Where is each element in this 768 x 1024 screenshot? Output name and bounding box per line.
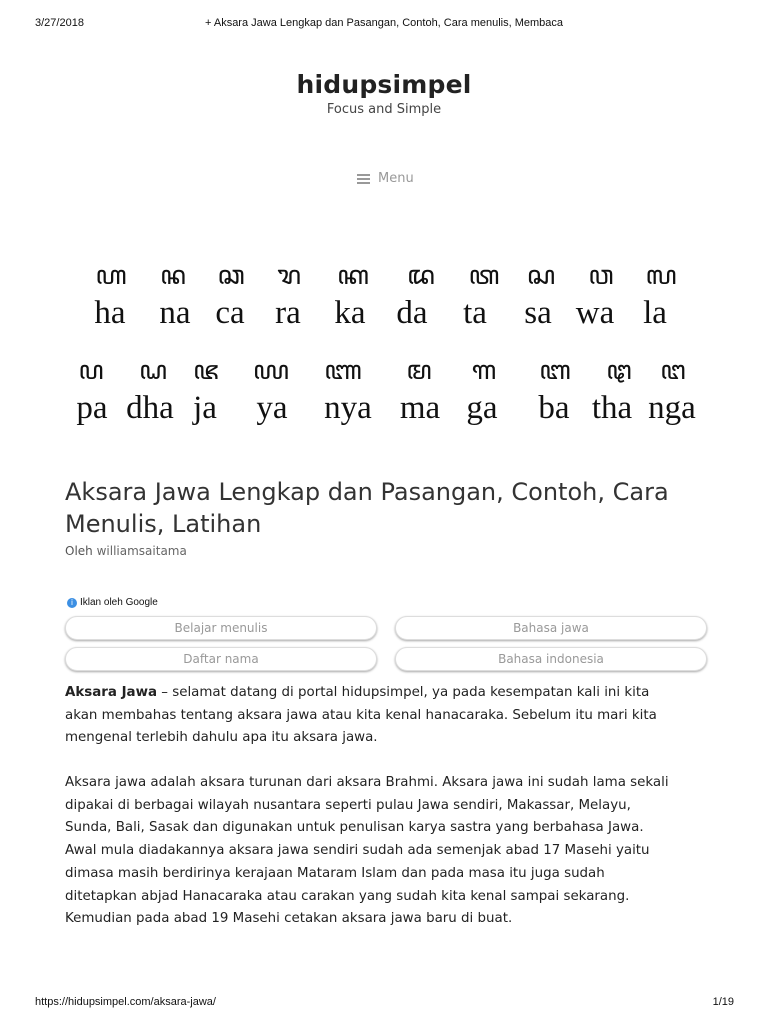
paragraph-line: Aksara jawa adalah aksara turunan dari aksara Brahmi. Aksara jawa ini sudah lama sekali (65, 775, 669, 790)
aksara-latin-label: ma (399, 390, 441, 426)
aksara-latin-label: ra (275, 295, 301, 331)
aksara-row-1 (60, 255, 720, 355)
aksara-latin-label: tha (591, 390, 633, 426)
aksara-latin-label: dha (126, 390, 174, 426)
paragraph-line: mengenal terlebih dahulu apa itu aksara jawa. (65, 730, 378, 746)
paragraph-line: ditetapkan abjad Hanacaraka atau carakan yang sudah kita kenal sampai sekarang. (65, 888, 630, 904)
aksara-latin-label: ha (94, 295, 126, 331)
ads-label-text: Iklan oleh Google (80, 597, 158, 608)
paragraph-line: dipakai di berbagai wilayah nusantara seperti pulau Jawa sendiri, Makassar, Melayu, (65, 797, 631, 813)
author-link[interactable]: williamsaitama (96, 544, 187, 558)
paragraph-line: akan membahas tentang aksara jawa atau kita kenal hanacaraka. Sebelum itu mari kita (65, 707, 657, 723)
ad-link-button[interactable]: Belajar menulis (65, 616, 377, 640)
aksara-glyph: ꦲ (95, 261, 125, 291)
menu-toggle-button[interactable] (357, 171, 414, 186)
aksara-glyph: ꦮ (588, 261, 612, 291)
aksara-latin-label: wa (575, 295, 615, 331)
aksara-glyph: ꦫ (277, 261, 299, 291)
aksara-latin-label: ga (466, 390, 498, 426)
aksara-latin-label: ta (463, 295, 487, 331)
aksara-glyph: ꦢ (407, 261, 433, 291)
aksara-glyph: ꦔ (660, 356, 684, 386)
aksara-jawa-featured-image (60, 255, 720, 455)
aksara-glyph: ꦕ (217, 261, 243, 291)
aksara-latin-label: pa (76, 390, 108, 426)
info-icon: i (67, 598, 77, 608)
aksara-glyph: ꦥ (78, 356, 102, 386)
paragraph-line: Kemudian pada abad 19 Masehi cetakan aksara jawa baru di buat. (65, 911, 513, 927)
aksara-jawa-bold: Aksara Jawa (65, 685, 158, 700)
aksara-latin-label: sa (524, 295, 552, 331)
menu-label: Menu (378, 171, 414, 186)
aksara-glyph: ꦗ (193, 356, 217, 386)
site-title[interactable]: hidupsimpel (296, 70, 472, 99)
aksara-latin-label: ka (334, 295, 366, 331)
aksara-latin-label: nya (324, 390, 372, 426)
aksara-glyph: ꦒ (471, 356, 495, 386)
paragraph-line (65, 682, 715, 705)
print-date: 3/27/2018 (35, 17, 84, 29)
aksara-glyph: ꦠ (468, 261, 498, 291)
byline-prefix: Oleh (65, 544, 93, 558)
aksara-latin-label: ja (193, 390, 217, 426)
aksara-row-2 (60, 350, 720, 450)
ad-link-button[interactable]: Bahasa indonesia (395, 647, 707, 671)
aksara-glyph: ꦪ (253, 356, 287, 386)
aksara-glyph: ꦤ (160, 261, 184, 291)
aksara-glyph: ꦱ (526, 261, 554, 291)
aksara-glyph: ꦩ (406, 356, 430, 386)
aksara-latin-label: la (643, 295, 667, 331)
aksara-glyph: ꦚ (324, 356, 360, 386)
aksara-latin-label: ba (538, 390, 570, 426)
aksara-latin-label: na (159, 295, 191, 331)
ad-link-button[interactable]: Bahasa jawa (395, 616, 707, 640)
aksara-glyph: ꦧ (539, 356, 569, 386)
paragraph-line-text: – selamat datang di portal hidupsimpel, ya pada kesempatan kali ini kita (157, 685, 650, 700)
content-paragraph-2 (65, 772, 715, 931)
aksara-glyph: ꦭ (645, 261, 675, 291)
aksara-glyph: ꦏ (337, 261, 367, 291)
ad-link-button[interactable]: Daftar nama (65, 647, 377, 671)
print-document-title: + Aksara Jawa Lengkap dan Pasangan, Contoh, Cara menulis, Membaca (204, 17, 564, 29)
aksara-glyph: ꦝ (139, 356, 165, 386)
byline (65, 544, 187, 558)
paragraph-line: Sunda, Bali, Sasak dan digunakan untuk penulisan karya sastra yang berbahasa Jawa. (65, 820, 644, 836)
ads-label[interactable] (67, 597, 158, 608)
aksara-latin-label: ca (215, 295, 245, 331)
aksara-latin-label: nga (648, 390, 696, 426)
print-page-number: 1/19 (712, 996, 734, 1008)
aksara-glyph: ꦛ (606, 356, 630, 386)
aksara-latin-label: ya (256, 390, 288, 426)
paragraph-line: Awal mula diadakannya aksara jawa sendiri sudah ada semenjak abad 17 Masehi yaitu (65, 843, 650, 859)
aksara-latin-label: da (396, 295, 428, 331)
post-title: Aksara Jawa Lengkap dan Pasangan, Contoh, Cara Menulis, Latihan (65, 478, 669, 538)
content-paragraph-1 (65, 682, 715, 750)
hamburger-icon (357, 174, 370, 184)
paragraph-line: dimasa masih berdirinya kerajaan Mataram Islam dan pada masa itu juga sudah (65, 865, 605, 881)
site-tagline: Focus and Simple (326, 102, 442, 117)
print-url[interactable]: https://hidupsimpel.com/aksara-jawa/ (35, 996, 216, 1008)
